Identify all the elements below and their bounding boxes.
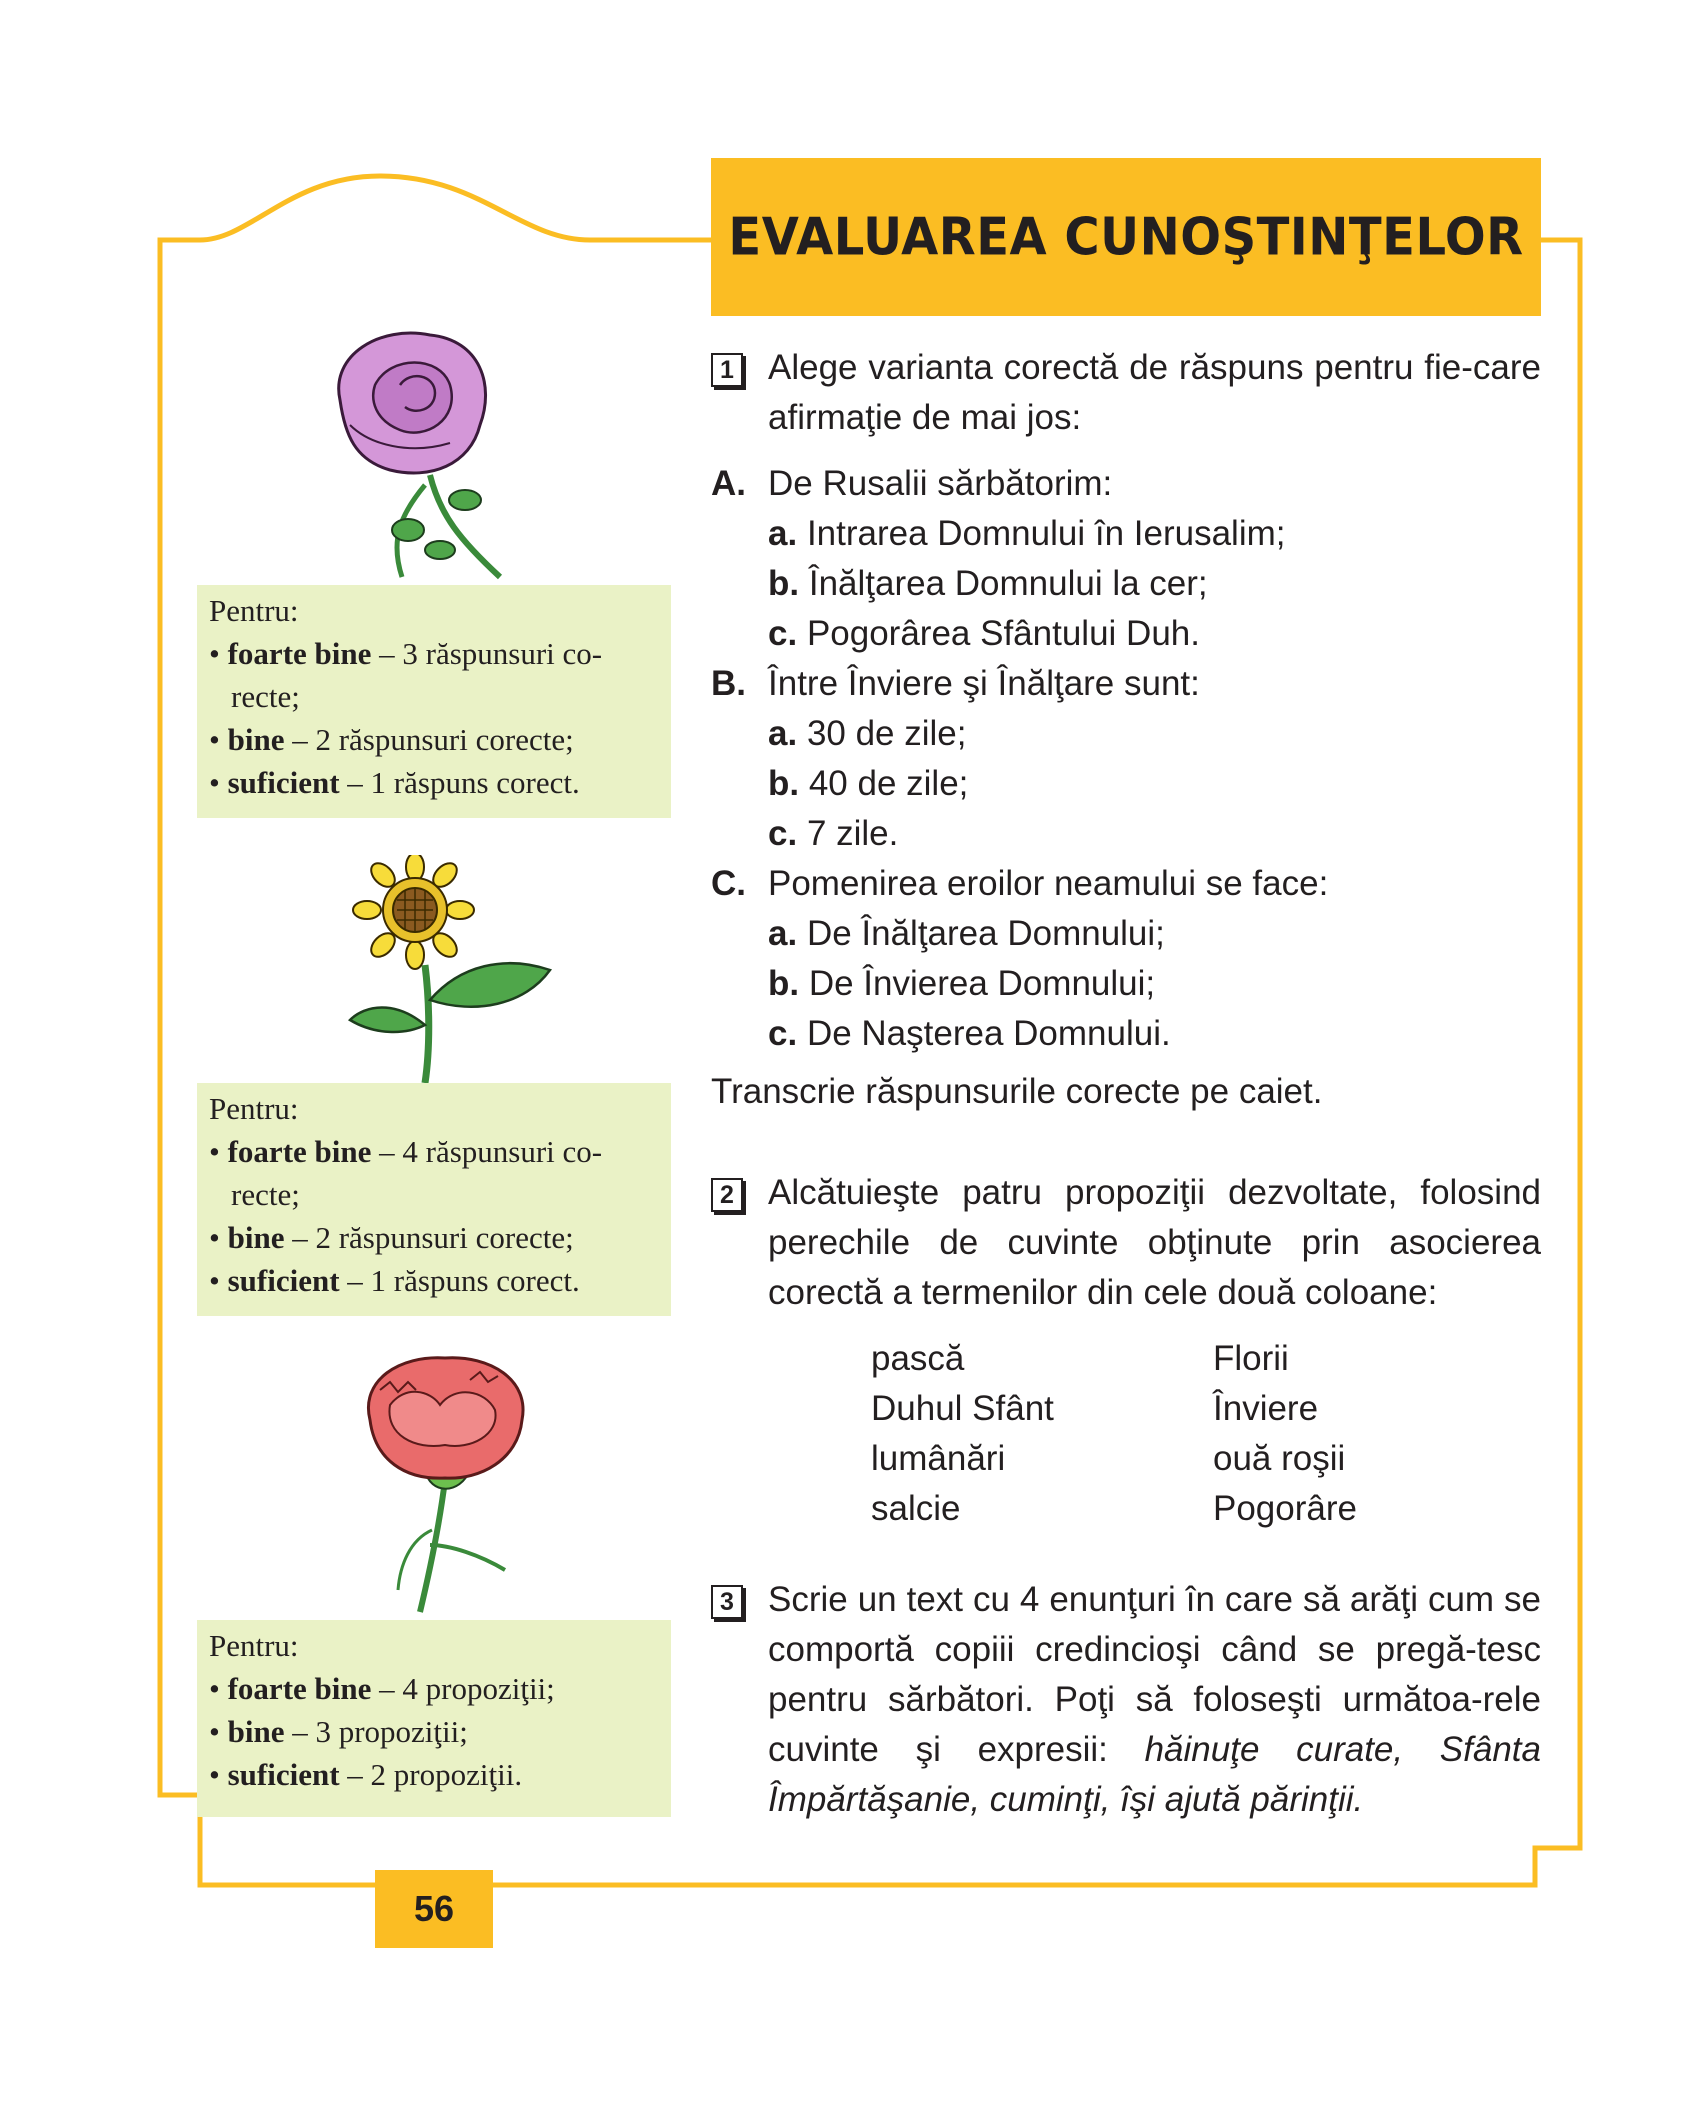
carnation-icon <box>360 1350 540 1615</box>
grading-head: Pentru: <box>209 1091 299 1126</box>
question-1-footer: Transcrie răspunsurile corecte pe caiet. <box>711 1072 1323 1111</box>
word-item: pască <box>871 1339 965 1378</box>
option-item: a. Intrarea Domnului în Ierusalim; <box>768 514 1286 553</box>
grading-box-3 <box>197 1620 671 1817</box>
grading-item: • suficient – 1 răspuns corect. <box>209 765 580 800</box>
word-item: Pogorâre <box>1213 1489 1357 1528</box>
grading-item: • bine – 2 răspunsuri corecte; <box>209 1220 574 1255</box>
grading-item: • bine – 2 răspunsuri corecte; <box>209 722 574 757</box>
question-3 <box>711 1575 1541 1825</box>
grading-item: • bine – 3 propoziţii; <box>209 1714 468 1749</box>
option-item: c. De Naşterea Domnului. <box>768 1014 1171 1053</box>
word-item: Înviere <box>1213 1389 1319 1428</box>
option-group-A: A. <box>711 464 746 503</box>
word-item: ouă roşii <box>1213 1439 1346 1478</box>
page-title: EVALUAREA CUNOŞTINŢELOR <box>728 206 1524 268</box>
title-banner <box>711 158 1541 316</box>
option-group-text: Pomenirea eroilor neamului se face: <box>768 864 1329 903</box>
question-number-1: 1 <box>711 353 743 387</box>
word-item: lumânări <box>871 1439 1006 1478</box>
pink-rose-icon <box>330 325 520 580</box>
grading-item: • foarte bine – 3 răspunsuri co-recte; <box>209 636 603 714</box>
option-item: b. 40 de zile; <box>768 764 969 803</box>
question-text: Alege varianta corectă de răspuns pentru fie-care afirmaţie de mai jos: <box>768 348 1541 437</box>
question-text: Alcătuieşte patru propoziţii dezvoltate, folosind perechile de cuvinte obţinute prin asocierea corectă a termenilor din cele două coloane: <box>768 1173 1541 1312</box>
grading-item: • foarte bine – 4 răspunsuri co-recte; <box>209 1134 603 1212</box>
word-item: Florii <box>1213 1339 1289 1378</box>
option-item: a. De Înălţarea Domnului; <box>768 914 1165 953</box>
question-number-3: 3 <box>711 1585 743 1619</box>
question-text: Scrie un text cu 4 enunţuri în care să arăţi cum se comportă copiii credincioşi când se pregă-tesc pentru sărbători. Poţi să foloseşti următoa-rele cuvinte şi expresii: hăinuţe curate, Sfânta Împărtăşanie, cuminţi, îşi ajută părinţii. <box>768 1580 1542 1819</box>
grading-item: • foarte bine – 4 propoziţii; <box>209 1671 555 1706</box>
grading-box-1 <box>197 585 671 818</box>
option-item: a. 30 de zile; <box>768 714 967 753</box>
option-group-text: De Rusalii sărbătorim: <box>768 464 1113 503</box>
word-column-right <box>1213 1334 1357 1534</box>
question-number-2: 2 <box>711 1178 743 1212</box>
grading-head: Pentru: <box>209 593 299 628</box>
option-group-C: C. <box>711 864 746 903</box>
word-item: salcie <box>871 1489 961 1528</box>
option-group-B: B. <box>711 664 746 703</box>
word-column-left <box>871 1334 1054 1534</box>
option-item: c. Pogorârea Sfântului Duh. <box>768 614 1200 653</box>
question-1 <box>711 343 1541 443</box>
grading-item: • suficient – 1 răspuns corect. <box>209 1263 580 1298</box>
question-2 <box>711 1168 1541 1318</box>
page-number: 56 <box>375 1870 493 1948</box>
grading-item: • suficient – 2 propoziţii. <box>209 1757 523 1792</box>
option-group-text: Între Înviere şi Înălţare sunt: <box>768 664 1200 703</box>
italic-expressions: hăinuţe curate, Sfânta Împărtăşanie, cuminţi, îşi ajută părinţii. <box>768 1730 1542 1819</box>
sunflower-icon <box>345 855 555 1085</box>
grading-box-2 <box>197 1083 671 1316</box>
option-item: b. Înălţarea Domnului la cer; <box>768 564 1208 603</box>
grading-head: Pentru: <box>209 1628 299 1663</box>
option-item: b. De Învierea Domnului; <box>768 964 1156 1003</box>
word-item: Duhul Sfânt <box>871 1389 1054 1428</box>
option-item: c. 7 zile. <box>768 814 899 853</box>
